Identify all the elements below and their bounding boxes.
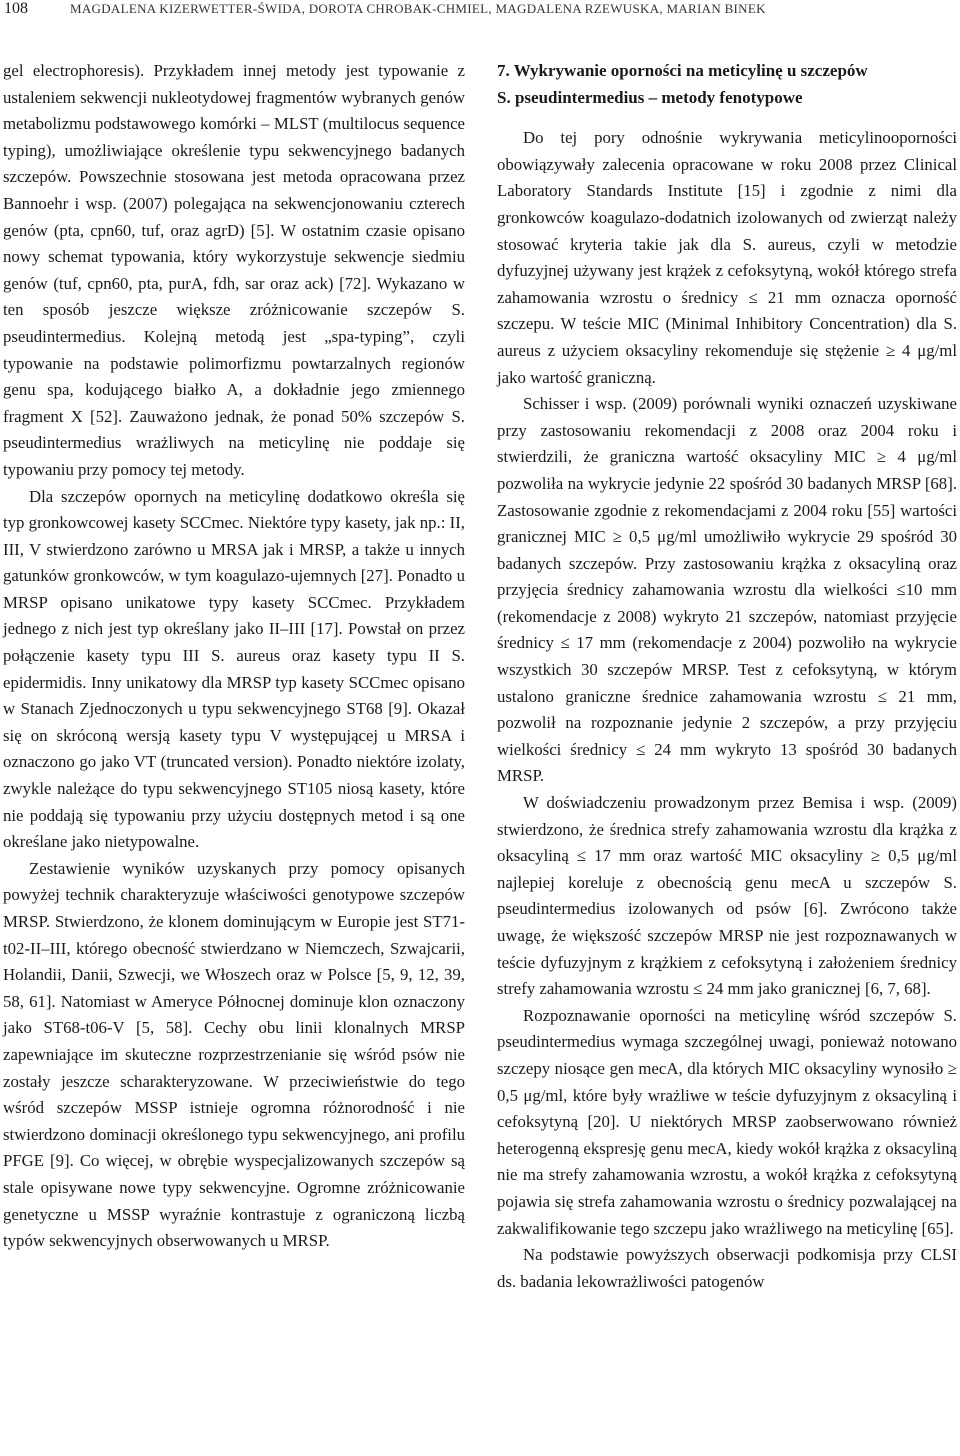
page-header xyxy=(0,0,960,24)
page-number: 108 xyxy=(4,0,28,17)
running-head: MAGDALENA KIZERWETTER-ŚWIDA, DOROTA CHROBAK-CHMIEL, MAGDALENA RZEWUSKA, MARIAN BINEK xyxy=(70,1,766,16)
section-heading xyxy=(497,58,957,111)
right-paragraph-2: Schisser i wsp. (2009) porównali wyniki oznaczeń uzyskiwane przy zastosowaniu rekomendacji z 2008 oraz 2004 roku i stwierdzili, że graniczna wartość oksacyliny MIC ≥ 4 μg/ml pozwoliła na wykrycie jedynie 22 spośród 30 badanych MRSP [68]. Zastosowanie zgodnie z rekomendacjami z 2004 roku [55] wartości granicznej MIC ≥ 0,5 μg/ml umożliwiło wykrycie 29 spośród 30 badanych szczepów. Przy zastosowaniu krążka z oksacyliną oraz przyjęcia średnicy zahamowania wzrostu dla wielkości ≤10 mm (rekomendacje z 2008) wykryto 21 szczepów, natomiast przyjęcie średnicy ≤ 17 mm (rekomendacje z 2004) pozwoliło na wykrycie wszystkich 30 szczepów MRSP. Test z cefoksytyną, w którym ustalono graniczne średnice zahamowania wzrostu ≤ 21 mm, pozwolił na rozpoznanie jedynie 2 szczepów, a przy przyjęciu wielkości średnicy ≤ 24 mm wykryto 13 spośród 30 badanych MRSP. xyxy=(497,394,957,786)
section-heading-line-1: 7. Wykrywanie oporności na meticylinę u szczepów xyxy=(497,61,868,80)
left-column xyxy=(3,58,465,1255)
section-heading-line-2: S. pseudintermedius – metody fenotypowe xyxy=(497,87,803,107)
left-paragraph-3: Zestawienie wyników uzyskanych przy pomocy opisanych powyżej technik charakteryzuje właściwości genotypowe szczepów MRSP. Stwierdzono, że klonem dominującym w Europie jest ST71-t02-II–III, którego obecność stwierdzano w Niemczech, Szwajcarii, Holandii, Danii, Szwecji, we Włoszech oraz w Polsce [5, 9, 12, 39, 58, 61]. Natomiast w Ameryce Północnej dominuje klon oznaczony jako ST68-t06-V [5, 58]. Cechy obu linii klonalnych MRSP zapewniające im skuteczne rozprzestrzenianie się wśród psów nie zostały jeszcze scharakteryzowane. W przeciwieństwie do tego wśród szczepów MSSP istnieje ogromna różnorodność i nie stwierdzono dominacji określonego typu sekwencyjnego, ani profilu PFGE [9]. Co więcej, w obrębie wyspecjalizowanych szczepów są stale opisywane nowe typy sekwencyjne. Ogromne zróżnicowanie genetyczne u MSSP wyraźnie kontrastuje z ograniczoną liczbą typów sekwencyjnych obserwowanych u MRSP. xyxy=(3,858,465,1251)
right-paragraph-3: W doświadczeniu prowadzonym przez Bemisa i wsp. (2009) stwierdzono, że średnica strefy zahamowania wzrostu dla krążka z oksacyliną ≤ 17 mm oraz wartość MIC oksacyliny ≥ 0,5 μg/ml najlepiej koreluje z obecnością genu mecA u szczepów S. pseudintermedius izolowanych od psów [6]. Zwrócono także uwagę, że większość szczepów MRSP nie jest rozpoznawanych w teście dyfuzyjnym z krążkiem z cefoksytyną i założeniem średnicy strefy zahamowania wzrostu ≤ 24 mm jako granicznej [6, 7, 68]. xyxy=(497,793,957,999)
right-column xyxy=(497,58,957,1295)
right-paragraph-4: Rozpoznawanie oporności na meticylinę wśród szczepów S. pseudintermedius wymaga szczególnej uwagi, ponieważ notowano szczepy niosące gen mecA, dla których MIC oksacyliny wynosiło ≥ 0,5 μg/ml, które były wrażliwe w teście dyfuzyjnym z oksacyliną i cefoksytyną [20]. U niektórych MRSP zaobserwowano również heterogenną ekspresję genu mecA, kiedy wokół krążka z oksacyliną nie ma strefy zahamowania wzrostu, a wokół krążka z cefoksytyną pojawia się strefa zahamowania wzrostu o średnicy pozwalającej na zakwalifikowanie tego szczepu jako wrażliwego na meticylinę [65]. xyxy=(497,1005,957,1238)
left-paragraph-2: Dla szczepów opornych na meticylinę dodatkowo określa się typ gronkowcowej kasety SCCmec. Niektóre typy kasety, jak np.: II, III, V stwierdzono zarówno u MRSA jak i MRSP, a także u innych gatunków gronkowców, w tym koagulazo-ujemnych [27]. Ponadto u MRSP opisano unikatowe typy kasety SCCmec. Przykładem jednego z nich jest typ określany jako II–III [17]. Powstał on przez połączenie kasety typu III S. aureus oraz kasety typu II S. epidermidis. Inny unikatowy dla MRSP typ kasety SCCmec opisano w Stanach Zjednoczonych u typu sekwencyjnego ST68 [9]. Okazał się on skróconą wersją kasety typu V występującej u MRSA i oznaczono go jako VT (truncated version). Ponadto niektóre izolaty, zwykle należące do typu sekwencyjnego ST105 niosą kasety, które nie poddają się typowaniu przy użyciu dostępnych metod i są one określane jako nietypowalne. xyxy=(3,486,465,852)
right-paragraph-1: Do tej pory odnośnie wykrywania meticylinooporności obowiązywały zalecenia opracowane w roku 2008 przez Clinical Laboratory Standards Institute [15] i zgodnie z nimi dla gronkowców koagulazo-dodatnich izolowanych od zwierząt należy stosować kryteria takie jak dla S. aureus, czyli w metodzie dyfuzyjnej używany jest krążek z cefoksytyną, wokół którego strefa zahamowania wzrostu o średnicy ≤ 21 mm oznacza oporność szczepu. W teście MIC (Minimal Inhibitory Concentration) dla S. aureus z użyciem oksacyliny rekomenduje się stężenie ≥ 4 μg/ml jako wartość graniczną. xyxy=(497,128,957,387)
right-paragraph-5: Na podstawie powyższych obserwacji podkomisja przy CLSI ds. badania lekowrażliwości patogenów xyxy=(497,1245,957,1291)
left-paragraph-1: gel electrophoresis). Przykładem innej metody jest typowanie z ustaleniem sekwencji nukleotydowej fragmentów wybranych genów metabolizmu podstawowego komórki – MLST (multilocus sequence typing), umożliwiające określenie typu sekwencyjnego badanych szczepów. Powszechnie stosowana jest metoda opracowana przez Bannoehr i wsp. (2007) polegająca na sekwencjonowaniu czterech genów (pta, cpn60, tuf, oraz agrD) [5]. W ostatnim czasie opisano nowy schemat typowania, który wykorzystuje sekwencje siedmiu genów (tuf, cpn60, pta, purA, fdh, sar oraz ack) [72]. Wykazano w ten sposób jeszcze większe zróżnicowanie szczepów S. pseudintermedius. Kolejną metodą jest „spa-typing”, czyli typowanie na podstawie polimorfizmu powtarzalnych regionów genu spa, kodującego białko A, a dokładnie jego zmiennego fragment X [52]. Zauważono jednak, że ponad 50% szczepów S. pseudintermedius wrażliwych na meticylinę nie poddaje się typowaniu przy pomocy tej metody. xyxy=(3,61,465,479)
